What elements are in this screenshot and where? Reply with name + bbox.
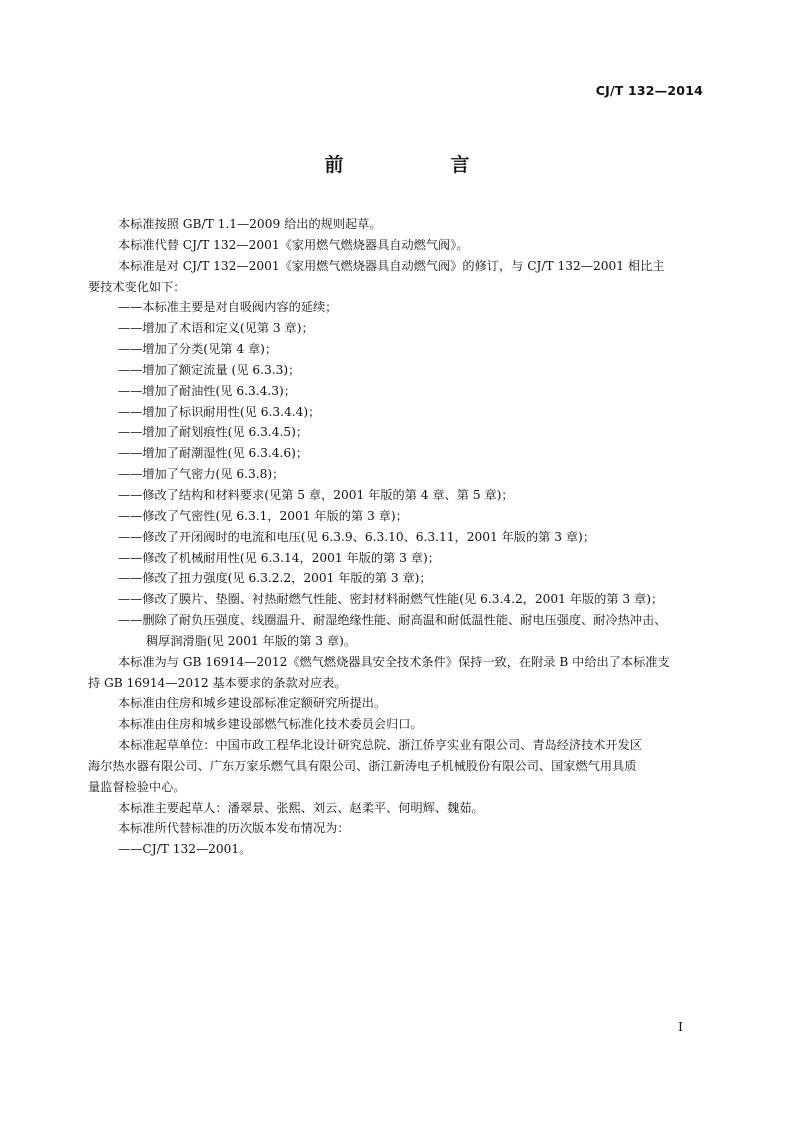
paragraph-proposer: 本标准由住房和城乡建设部标准定额研究所提出。 [118,696,387,711]
paragraph-owner: 本标准由住房和城乡建设部燃气标准化技术委员会归口。 [118,717,423,732]
list-item: ——增加了额定流量 (见 6.3.3)； [118,362,301,377]
list-item-last-line2: 稠厚润滑脂(见 2001 年版的第 3 章)。 [146,633,357,648]
paragraph-revision-intro-line2: 要技术变化如下： [88,279,186,294]
list-item: ——修改了气密性(见 6.3.1，2001 年版的第 3 章)； [118,508,408,523]
list-item: ——增加了耐潮湿性(见 6.3.4.6)； [118,446,309,461]
list-item: ——修改了开闭阀时的电流和电压(见 6.3.9、6.3.10、6.3.11，2001 年版的第 3 章)； [118,529,596,544]
paragraph-history-intro: 本标准所代替标准的历次版本发布情况为： [118,821,350,836]
standard-code: CJ/T 132—2014 [595,83,703,98]
list-item: ——增加了耐油性(见 6.3.4.3)； [118,383,296,398]
change-list [118,297,710,651]
paragraph-drafting-units-line2: 海尔热水器有限公司、广东万家乐燃气具有限公司、浙江新涛电子机械股份有限公司、国家燃气用具质 [88,758,637,773]
paragraph-drafters: 本标准主要起草人：潘翠景、张熙、刘云、赵柔平、何明辉、魏茹。 [118,800,484,815]
list-item: ——增加了耐划痕性(见 6.3.4.5)； [118,425,309,440]
paragraph-replaces: 本标准代替 CJ/T 132—2001《家用燃气燃烧器具自动燃气阀》。 [118,237,469,252]
list-item-last-line1: ——删除了耐负压强度、线圈温升、耐湿绝缘性能、耐高温和耐低温性能、耐电压强度、耐冷热冲击、 [118,613,667,628]
document-body [88,214,710,860]
paragraph-drafting-units-line1: 本标准起草单位：中国市政工程华北设计研究总院、浙江侨亨实业有限公司、青岛经济技术开发区 [118,738,643,753]
list-item: ——修改了膜片、垫圈、衬热耐燃气性能、密封材料耐燃气性能(见 6.3.4.2，2001 年版的第 3 章)； [118,592,664,607]
paragraph-annex-line2: 持 GB 16914—2012 基本要求的条款对应表。 [88,675,347,690]
page-number: I [678,1019,683,1034]
paragraph-revision-intro-line1: 本标准是对 CJ/T 132—2001《家用燃气燃烧器具自动燃气阀》的修订，与 CJ/T 132—2001 相比主 [118,258,665,273]
list-item: ——本标准主要是对自吸阀内容的延续； [118,300,338,315]
list-item: ——增加了标识耐用性(见 6.3.4.4)； [118,404,321,419]
list-item: ——修改了结构和材料要求(见第 5 章，2001 年版的第 4 章、第 5 章)； [118,487,514,502]
paragraph-drafting-rule: 本标准按照 GB/T 1.1—2009 给出的规则起草。 [118,217,382,231]
history-item: ——CJ/T 132—2001。 [118,842,252,857]
list-item: ——修改了机械耐用性(见 6.3.14，2001 年版的第 3 章)； [118,550,440,565]
list-item: ——增加了术语和定义(见第 3 章)； [118,321,314,336]
page-title: 前 言 [324,154,514,176]
list-item: ——增加了分类(见第 4 章)； [118,342,278,357]
list-item: ——增加了气密力(见 6.3.8)； [118,467,285,482]
paragraph-drafting-units-line3: 量监督检验中心。 [88,779,186,794]
paragraph-annex-line1: 本标准为与 GB 16914—2012《燃气燃烧器具安全技术条件》保持一致，在附录 B 中给出了本标准支 [118,654,670,669]
list-item: ——修改了扭力强度(见 6.3.2.2，2001 年版的第 3 章)； [118,571,432,586]
